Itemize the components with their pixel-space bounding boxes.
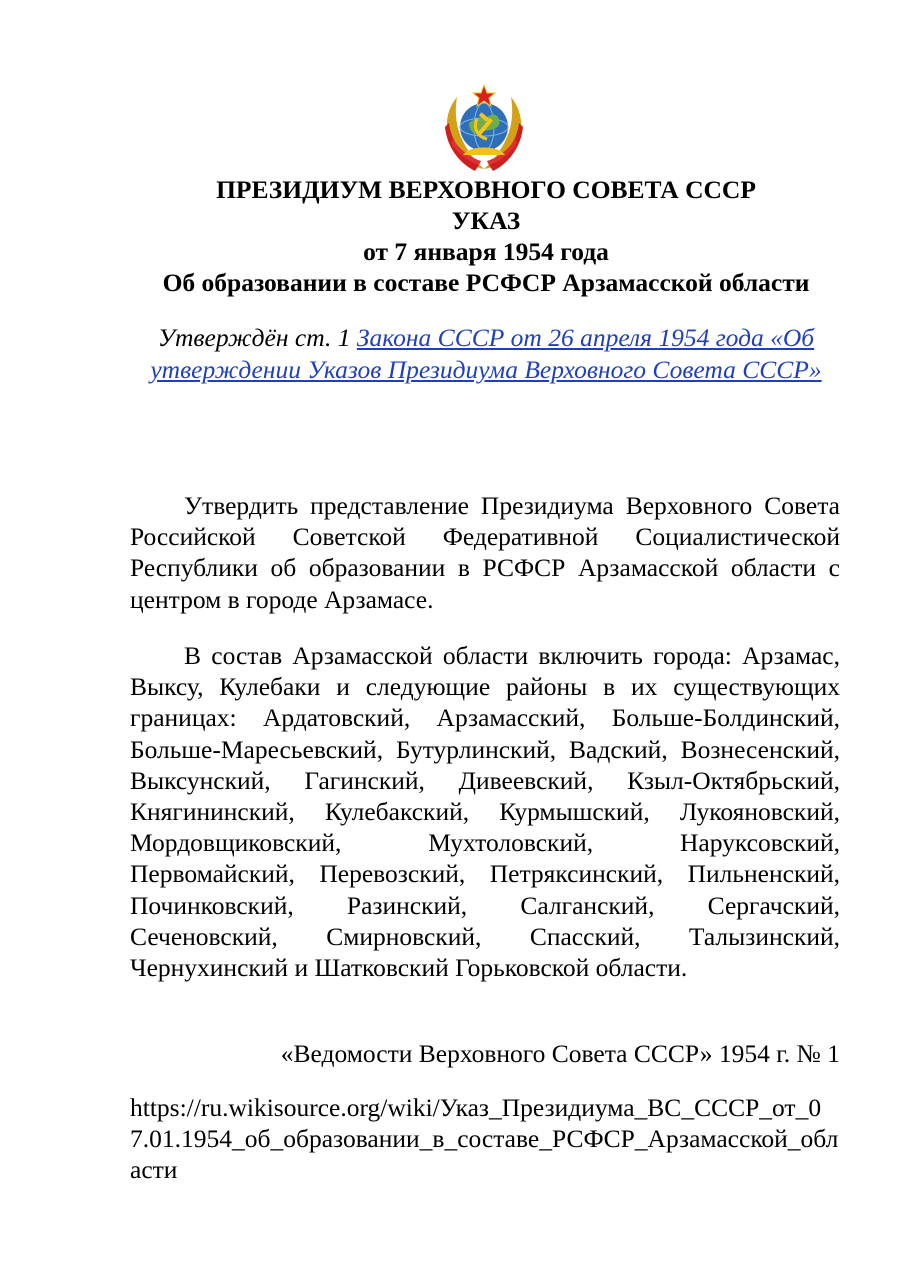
publication-source: «Ведомости Верховного Совета СССР» 1954 г. № 1 xyxy=(280,1039,840,1068)
issuer-title: ПРЕЗИДИУМ ВЕРХОВНОГО СОВЕТА СССР xyxy=(216,175,756,204)
body-paragraph-1: Утвердить представление Президиума Верховного Совета Российской Советской Федеративной Социалистической Республики об образовании в РСФСР Арзамасской области с центром в городе Арзамасе. xyxy=(130,491,840,614)
decree-date: от 7 января 1954 года xyxy=(363,237,609,266)
approval-note xyxy=(120,322,852,386)
law-link[interactable]: Закона СССР от 26 апреля 1954 года «Об утверждении Указов Президиума Верховного Совета СССР» xyxy=(150,323,822,384)
approval-prefix: Утверждён ст. 1 xyxy=(157,323,357,352)
document-type: УКАЗ xyxy=(451,206,521,235)
decree-header xyxy=(100,174,872,298)
body-paragraph-2: В состав Арзамасской области включить города: Арзамас, Выксу, Кулебаки и следующие районы в их существующих границах: Ардатовский, Арзамасский, Больше-Болдинский, Больше-Маресьевский, Бутурлинский, Вадский, Вознесенский, Выксунский, Гагинский, Дивеевский, Кзыл-Октябрьский, Княгининский, Кулебакский, Курмышский, Лукояновский, Мордовщиковский, Мухтоловский, Наруксовский, Первомайский, Перевозский, Петряксинский, Пильненский, Починковский, Разинский, Салганский, Сергачский, Сеченовский, Смирновский, Спасский, Талызинский, Чернухинский и Шатковский Горьковской области. xyxy=(130,641,840,983)
ussr-emblem-icon xyxy=(439,83,529,175)
source-url[interactable]: https://ru.wikisource.org/wiki/Указ_Президиума_ВС_СССР_от_07.01.1954_об_образовании_в_составе_РСФСР_Арзамасской_области xyxy=(130,1093,839,1184)
decree-title: Об образовании в составе РСФСР Арзамасской области xyxy=(162,268,810,297)
